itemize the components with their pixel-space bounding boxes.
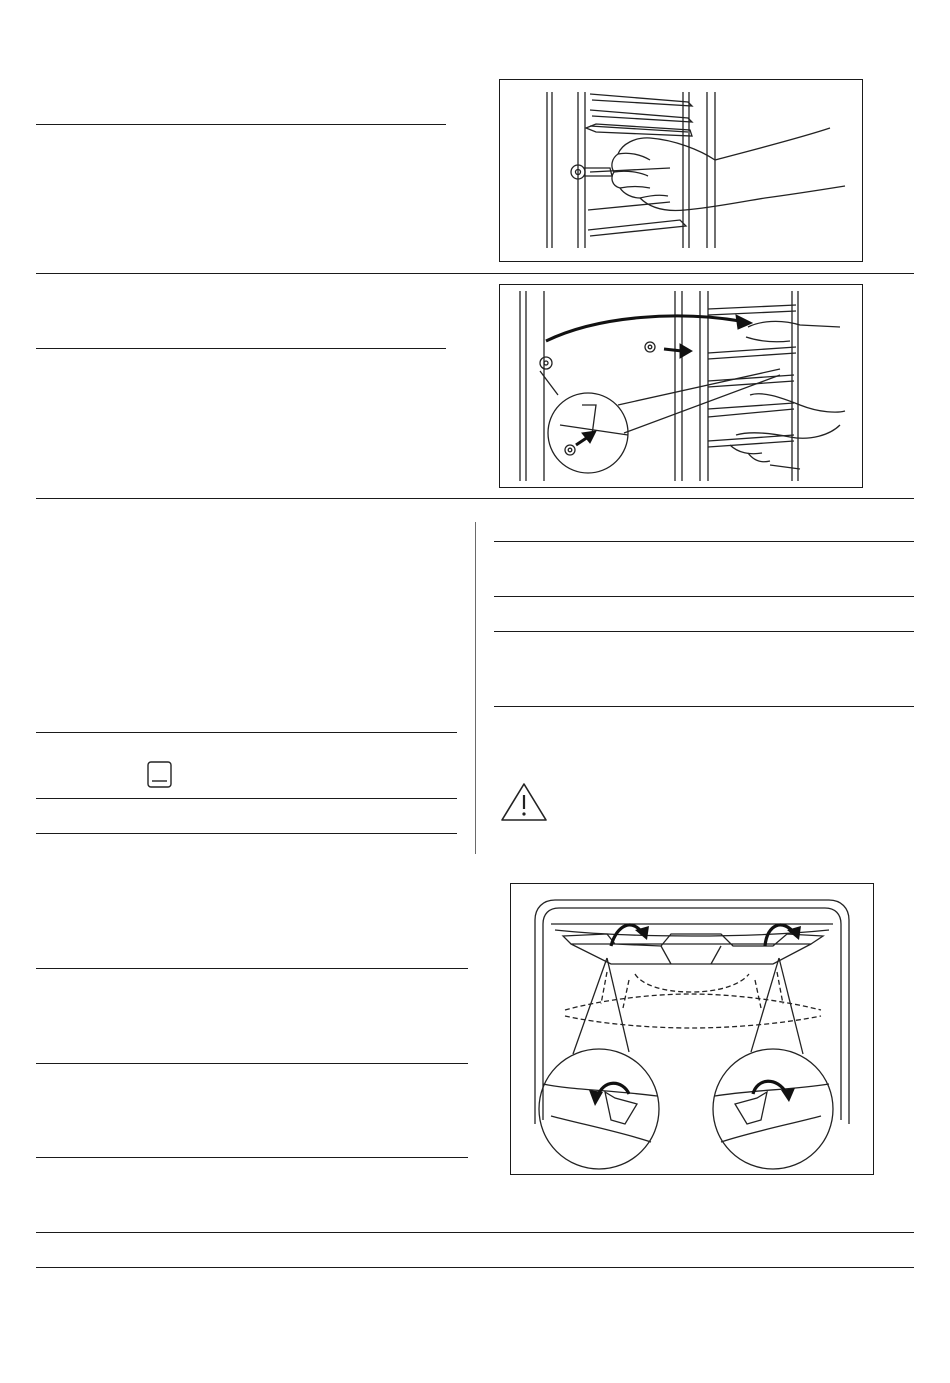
warning-triangle-icon [499, 781, 549, 828]
section-divider-full [36, 1267, 914, 1268]
section-divider-full [36, 1232, 914, 1233]
divider-line [36, 968, 468, 969]
column-separator [475, 522, 476, 854]
oven-square-icon [147, 761, 172, 793]
section-divider-full [36, 273, 914, 274]
oven-ceiling-grill-hooks-illustration [511, 884, 873, 1174]
figure-oven-ceiling-hooks [510, 883, 874, 1175]
divider-line [36, 798, 457, 799]
divider-line [494, 631, 914, 632]
divider-line [494, 596, 914, 597]
divider-line [36, 732, 457, 733]
hand-inserting-shelf-support-illustration [500, 285, 862, 487]
divider-line [36, 1063, 468, 1064]
divider-line [36, 348, 446, 349]
figure-remove-shelf-support [499, 79, 863, 262]
divider-line [494, 541, 914, 542]
figure-install-shelf-support [499, 284, 863, 488]
hand-pulling-shelf-support-illustration [500, 80, 862, 261]
divider-line [36, 1157, 468, 1158]
section-divider-full [36, 498, 914, 499]
divider-line [36, 124, 446, 125]
divider-line [36, 833, 457, 834]
divider-line [494, 706, 914, 707]
